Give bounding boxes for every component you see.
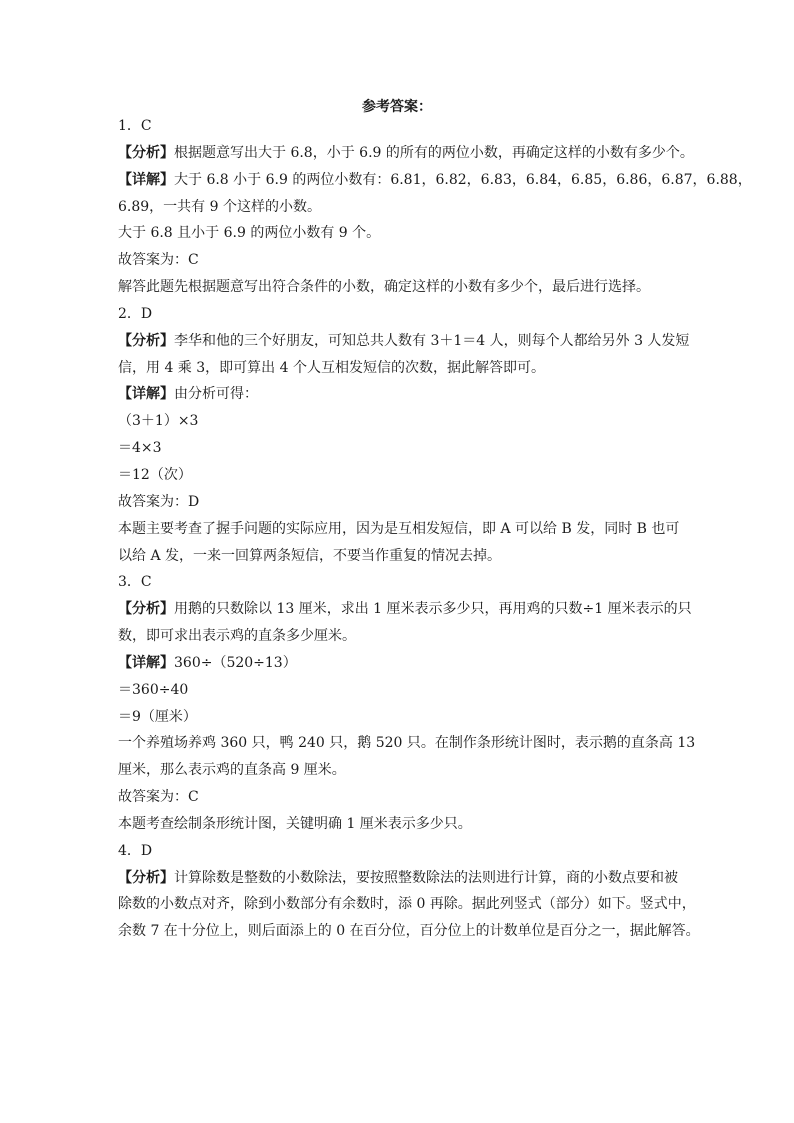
text-line: 大于 6.8 且小于 6.9 的两位小数有 9 个。 [118,225,381,242]
section-tag: 【详解】 [118,386,174,403]
text-line: 数，即可求出表示鸡的直条多少厘米。 [118,628,356,645]
text-line: 1．C [118,118,152,134]
text-line: 3．C [118,574,152,591]
section-tag: 【分析】 [118,144,174,161]
text-line: 2．D [118,305,153,322]
text-line: 【分析】计算除数是整数的小数除法，要按照整数除法的法则进行计算，商的小数点要和被 [118,869,678,886]
text-line: 4．D [118,842,153,859]
section-tag: 【详解】 [118,654,174,671]
text-line: ＝4×3 [118,440,162,457]
section-tag: 【分析】 [118,332,174,349]
page-title: 参考答案： [362,99,432,115]
text-line: 以给 A 发，一来一回算两条短信，不要当作重复的情况去掉。 [118,547,502,564]
text-line: 解答此题先根据题意写出符合条件的小数，确定这样的小数有多少个，最后进行选择。 [118,279,650,296]
text-line: 【分析】用鹅的只数除以 13 厘米，求出 1 厘米表示多少只，再用鸡的只数÷1 厘米表示的只 [118,601,692,618]
text-line: 【详解】360÷（520÷13） [118,654,297,671]
text-line: 余数 7 在十分位上，则后面添上的 0 在百分位，百分位上的计数单位是百分之一，据此解答。 [118,923,700,940]
text-line: 6.89，一共有 9 个这样的小数。 [118,198,321,215]
section-tag: 【分析】 [118,869,174,886]
text-line: 【详解】大于 6.8 小于 6.9 的两位小数有：6.81，6.82，6.83，6.84，6.85，6.86，6.87，6.88， [118,171,752,188]
text-line: 【详解】由分析可得： [118,386,258,403]
text-line: 除数的小数点对齐，除到小数部分有余数时，添 0 再除。据此列竖式（部分）如下。竖式中， [118,896,696,913]
text-line: 【分析】李华和他的三个好朋友，可知总共人数有 3＋1＝4 人，则每个人都给另外 3 人发短 [118,332,690,349]
text-line: 故答案为：C [118,789,199,806]
section-tag: 【详解】 [118,171,174,188]
text-line: （3＋1）×3 [118,413,199,430]
text-line: 本题主要考查了握手问题的实际应用，因为是互相发短信，即 A 可以给 B 发，同时 B 也可 [118,520,680,537]
text-line: 【分析】根据题意写出大于 6.8，小于 6.9 的所有的两位小数，再确定这样的小数有多少个。 [118,144,694,161]
text-line: ＝360÷40 [118,681,189,698]
text-line: 故答案为：D [118,493,200,510]
text-line: 故答案为：C [118,252,199,269]
answer-content [118,113,752,945]
text-line: ＝9（厘米） [118,708,197,725]
text-line: 一个养殖场养鸡 360 只，鸭 240 只，鹅 520 只。在制作条形统计图时，表示鹅的直条高 13 [118,735,696,752]
text-line: 本题考查绘制条形统计图，关键明确 1 厘米表示多少只。 [118,815,472,832]
text-line: ＝12（次） [118,466,192,483]
section-tag: 【分析】 [118,601,174,618]
text-line: 厘米，那么表示鸡的直条高 9 厘米。 [118,762,346,779]
text-line: 信，用 4 乘 3，即可算出 4 个人互相发短信的次数，据此解答即可。 [118,359,545,376]
